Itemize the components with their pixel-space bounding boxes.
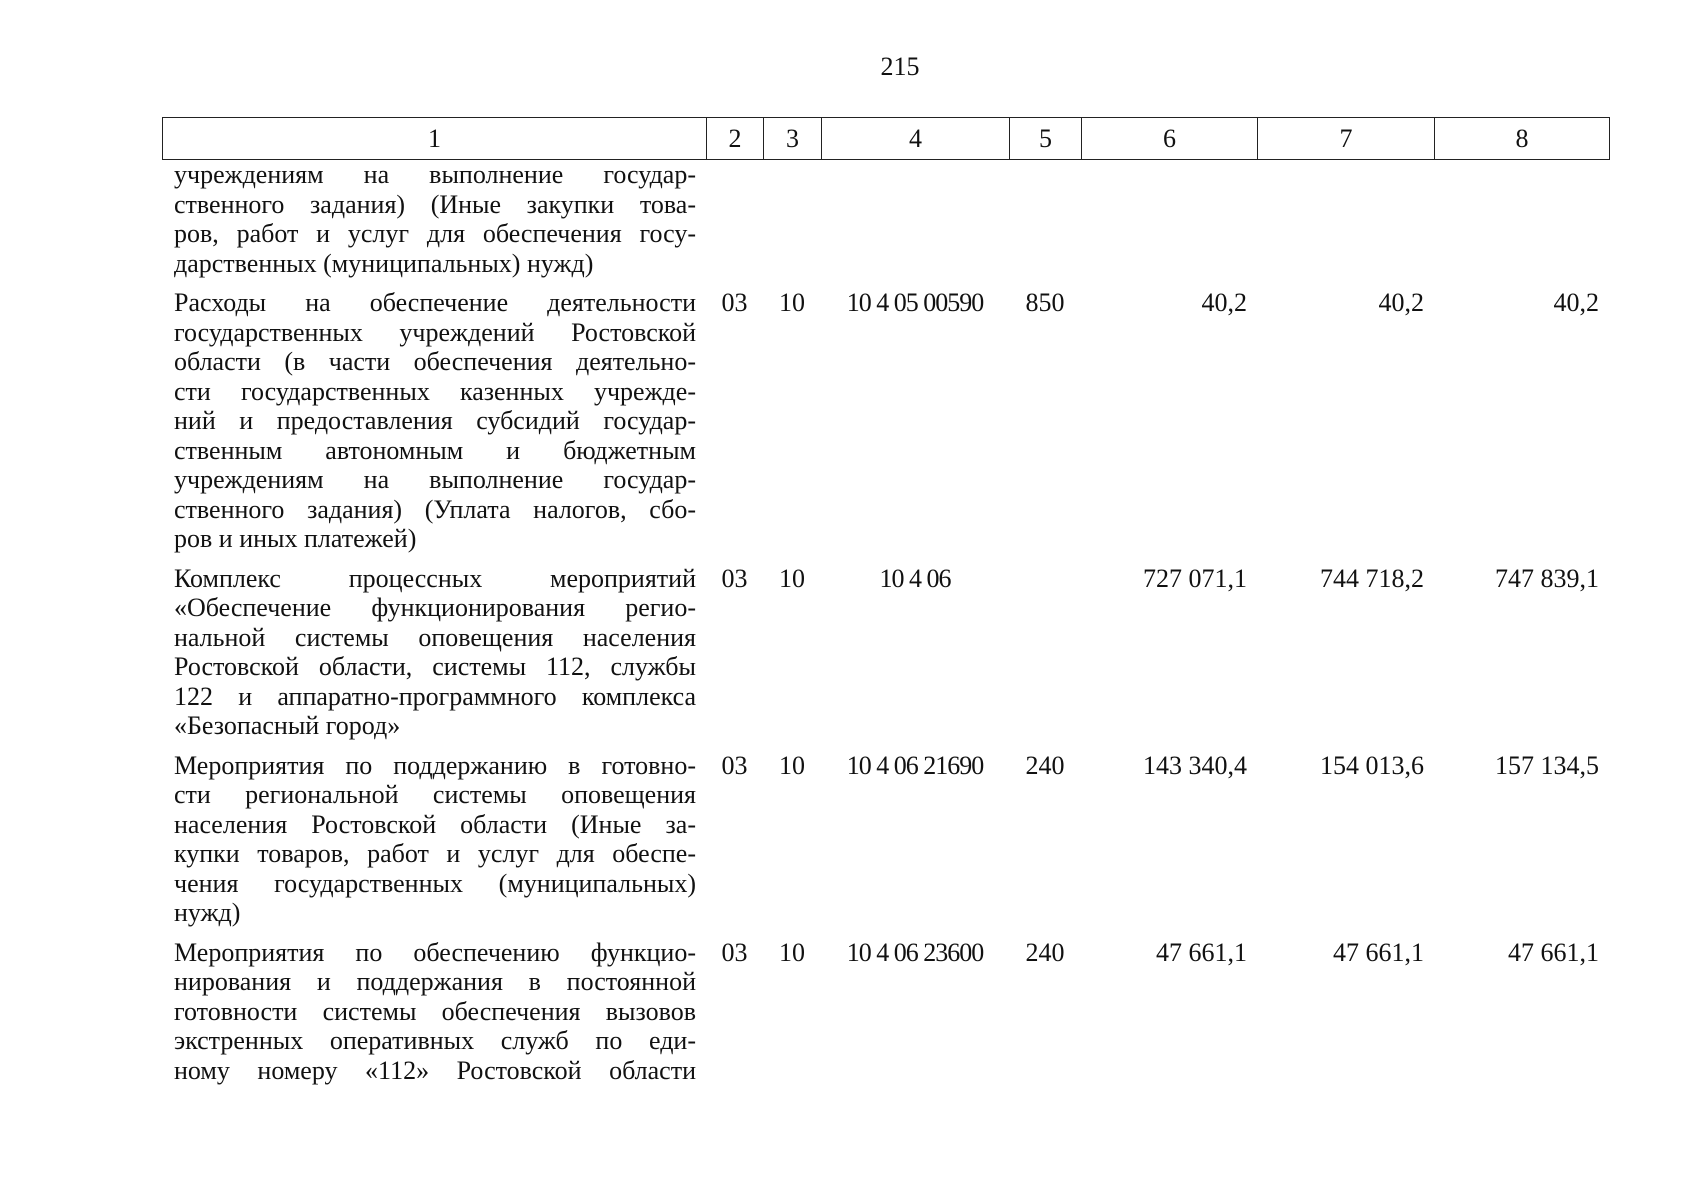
amount-year-1: 143 340,4 bbox=[1143, 750, 1247, 780]
target-article-code: 10 4 06 21690 bbox=[846, 750, 984, 780]
target-article-code bbox=[821, 160, 1009, 288]
amount-year-3: 47 661,1 bbox=[1508, 937, 1599, 967]
description-line: дарственных (муниципальных) нужд) bbox=[174, 248, 594, 278]
subsection-code bbox=[763, 160, 821, 288]
row-description bbox=[162, 160, 706, 288]
description-line: государственных учреждений Ростовской bbox=[174, 317, 696, 347]
description-line: «Обеспечение функционирования регио- bbox=[174, 593, 696, 622]
description-line: экстренных оперативных служб по еди- bbox=[174, 1026, 696, 1055]
description-line: «Безопасный город» bbox=[174, 711, 401, 740]
description-line: области (в части обеспечения деятельно- bbox=[174, 347, 696, 376]
description-line: сти государственных казенных учрежде- bbox=[174, 376, 696, 406]
description-line: нирования и поддержания в постоянной bbox=[174, 967, 696, 996]
amount-year-3: 40,2 bbox=[1553, 288, 1599, 317]
amount-year-2: 47 661,1 bbox=[1333, 937, 1424, 967]
subsection-code: 10 bbox=[779, 288, 805, 317]
description-line: чения государственных (муниципальных) bbox=[174, 868, 696, 898]
section-code: 03 bbox=[721, 288, 748, 317]
column-header-7: 7 bbox=[1258, 118, 1435, 160]
amount-year-2 bbox=[1257, 160, 1434, 288]
expense-type-code bbox=[1009, 564, 1081, 751]
description-line: нальной системы оповещения населения bbox=[174, 622, 696, 652]
subsection-code: 10 bbox=[779, 563, 805, 593]
description-line: нужд) bbox=[174, 898, 241, 927]
description-line: ров, работ и услуг для обеспечения госу- bbox=[174, 219, 696, 248]
description-line: Расходы на обеспечение деятельности bbox=[174, 288, 696, 317]
description-line: Комплекс процессных мероприятий bbox=[174, 563, 696, 593]
description-line: купки товаров, работ и услуг для обеспе- bbox=[174, 839, 696, 868]
column-header-3: 3 bbox=[764, 118, 822, 160]
expense-type-code: 240 bbox=[1025, 750, 1065, 780]
table-row bbox=[162, 751, 1609, 938]
expense-type-code bbox=[1009, 160, 1081, 288]
column-header-4: 4 bbox=[822, 118, 1010, 160]
amount-year-2: 40,2 bbox=[1378, 288, 1424, 317]
row-description bbox=[162, 938, 706, 1096]
table-row bbox=[162, 288, 1609, 564]
description-line: ров и иных платежей) bbox=[174, 524, 417, 553]
target-article-code: 10 4 06 23600 bbox=[846, 937, 984, 967]
amount-year-3 bbox=[1434, 160, 1609, 288]
page-number: 215 bbox=[880, 52, 920, 81]
subsection-code: 10 bbox=[779, 750, 805, 780]
table-header bbox=[162, 117, 1610, 160]
row-description bbox=[162, 564, 706, 751]
description-line: ственного задания) (Иные закупки това- bbox=[174, 189, 696, 219]
description-line: ному номеру «112» Ростовской области bbox=[174, 1055, 696, 1085]
description-line: сти региональной системы оповещения bbox=[174, 780, 696, 809]
row-description bbox=[162, 288, 706, 564]
description-line: готовности системы обеспечения вызовов bbox=[174, 996, 696, 1026]
description-line: 122 и аппаратно-программного комплекса bbox=[174, 681, 696, 711]
amount-year-1: 727 071,1 bbox=[1143, 563, 1247, 593]
table-row bbox=[162, 564, 1609, 751]
section-code: 03 bbox=[721, 750, 748, 780]
description-line: Мероприятия по обеспечению функцио- bbox=[174, 937, 696, 967]
column-header-2: 2 bbox=[707, 118, 764, 160]
amount-year-1: 47 661,1 bbox=[1156, 937, 1247, 967]
description-line: Мероприятия по поддержанию в готовно- bbox=[174, 750, 696, 780]
amount-year-2: 744 718,2 bbox=[1320, 563, 1424, 593]
target-article-code: 10 4 06 bbox=[879, 563, 951, 593]
amount-year-1: 40,2 bbox=[1201, 288, 1247, 317]
description-line: Ростовской области, системы 112, службы bbox=[174, 652, 696, 681]
table-row bbox=[162, 160, 1609, 288]
subsection-code: 10 bbox=[779, 937, 805, 967]
section-code: 03 bbox=[721, 563, 748, 593]
column-header-1: 1 bbox=[163, 118, 707, 160]
amount-year-1 bbox=[1081, 160, 1257, 288]
column-header-5: 5 bbox=[1010, 118, 1082, 160]
column-header-6: 6 bbox=[1082, 118, 1258, 160]
row-description bbox=[162, 751, 706, 938]
target-article-code: 10 4 05 00590 bbox=[846, 288, 984, 317]
amount-year-2: 154 013,6 bbox=[1320, 750, 1424, 780]
description-line: учреждениям на выполнение государ- bbox=[174, 160, 696, 189]
amount-year-3: 157 134,5 bbox=[1495, 750, 1599, 780]
description-line: населения Ростовской области (Иные за- bbox=[174, 809, 696, 839]
table-body bbox=[162, 160, 1609, 1095]
table-row bbox=[162, 938, 1609, 1096]
section-code bbox=[706, 160, 763, 288]
description-line: ний и предоставления субсидий государ- bbox=[174, 406, 696, 435]
section-code: 03 bbox=[721, 937, 748, 967]
expense-type-code: 240 bbox=[1025, 937, 1065, 967]
header-row bbox=[163, 118, 1610, 160]
expense-type-code: 850 bbox=[1025, 288, 1065, 317]
description-line: ственного задания) (Уплата налогов, сбо- bbox=[174, 494, 696, 524]
amount-year-3: 747 839,1 bbox=[1495, 563, 1599, 593]
description-line: ственным автономным и бюджетным bbox=[174, 435, 696, 465]
column-header-8: 8 bbox=[1435, 118, 1610, 160]
description-line: учреждениям на выполнение государ- bbox=[174, 465, 696, 494]
